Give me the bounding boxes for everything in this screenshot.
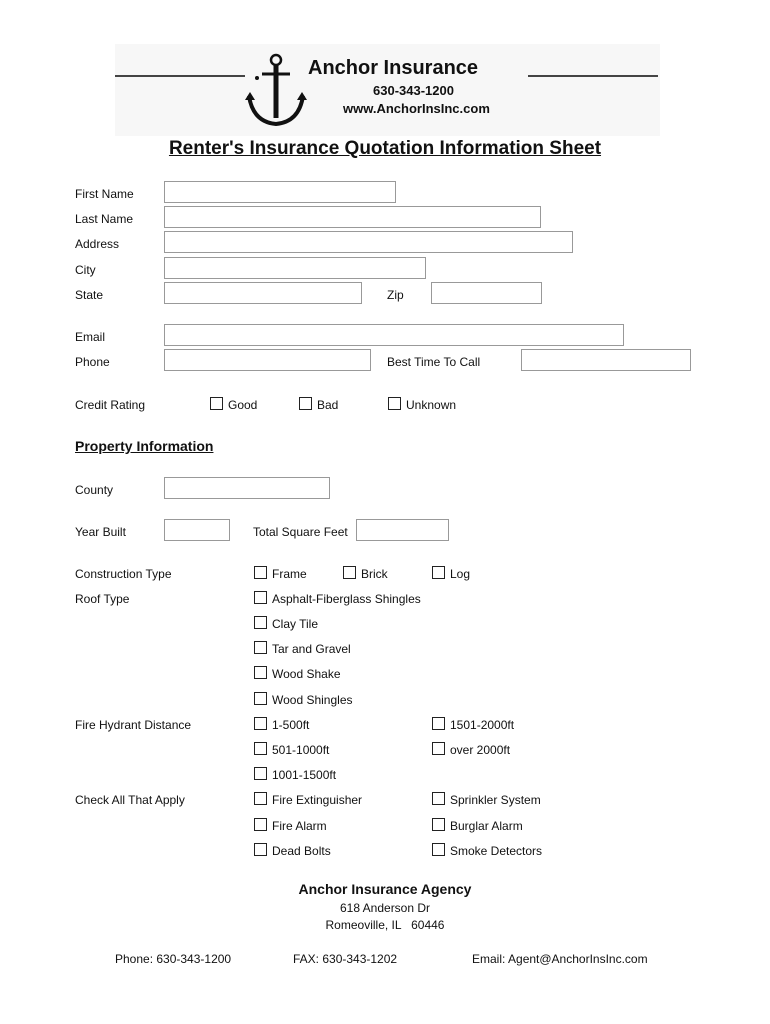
footer-street: 618 Anderson Dr — [339, 901, 431, 915]
hydrant-501-1000-checkbox[interactable] — [254, 742, 267, 755]
state-label: State — [75, 288, 104, 302]
credit-rating-label: Credit Rating — [75, 398, 146, 412]
address-field[interactable] — [164, 231, 573, 253]
roof-type-label: Roof Type — [75, 592, 130, 606]
construction-log-checkbox[interactable] — [432, 566, 445, 579]
check-all-label: Check All That Apply — [75, 793, 185, 807]
letterhead-rule-right — [528, 75, 658, 77]
phone-field[interactable] — [164, 349, 371, 371]
company-name: Anchor Insurance — [308, 57, 479, 79]
roof-wood-shingles-label: Wood Shingles — [272, 693, 353, 707]
burglar-alarm-checkbox[interactable] — [432, 818, 445, 831]
roof-wood-shake-checkbox[interactable] — [254, 666, 267, 679]
hydrant-over-2000-checkbox[interactable] — [432, 742, 445, 755]
construction-frame-checkbox[interactable] — [254, 566, 267, 579]
hydrant-1501-2000-checkbox[interactable] — [432, 717, 445, 730]
smoke-detectors-label: Smoke Detectors — [450, 844, 543, 858]
hydrant-1-500-checkbox[interactable] — [254, 717, 267, 730]
hydrant-1001-1500-label: 1001-1500ft — [272, 768, 337, 782]
email-label: Email — [75, 330, 106, 344]
credit-bad-checkbox[interactable] — [299, 397, 312, 410]
zip-label: Zip — [387, 288, 404, 302]
best-time-label: Best Time To Call — [387, 355, 481, 369]
zip-field[interactable] — [431, 282, 542, 304]
anchor-logo-icon — [245, 52, 307, 128]
dead-bolts-label: Dead Bolts — [272, 844, 331, 858]
roof-tar-gravel-checkbox[interactable] — [254, 641, 267, 654]
hydrant-1501-2000-label: 1501-2000ft — [450, 718, 515, 732]
smoke-detectors-checkbox[interactable] — [432, 843, 445, 856]
roof-wood-shake-label: Wood Shake — [272, 667, 341, 681]
company-website: www.AnchorInsInc.com — [343, 101, 490, 116]
roof-clay-tile-checkbox[interactable] — [254, 616, 267, 629]
state-field[interactable] — [164, 282, 362, 304]
roof-asphalt-checkbox[interactable] — [254, 591, 267, 604]
last-name-label: Last Name — [75, 212, 134, 226]
credit-unknown-checkbox[interactable] — [388, 397, 401, 410]
year-built-label: Year Built — [75, 525, 126, 539]
burglar-alarm-label: Burglar Alarm — [450, 819, 523, 833]
construction-brick-label: Brick — [361, 567, 388, 581]
credit-bad-label: Bad — [317, 398, 339, 412]
county-field[interactable] — [164, 477, 330, 499]
page-title: Renter's Insurance Quotation Information Sheet — [168, 138, 602, 159]
credit-good-checkbox[interactable] — [210, 397, 223, 410]
fire-alarm-checkbox[interactable] — [254, 818, 267, 831]
sprinkler-system-checkbox[interactable] — [432, 792, 445, 805]
fire-extinguisher-checkbox[interactable] — [254, 792, 267, 805]
hydrant-501-1000-label: 501-1000ft — [272, 743, 330, 757]
email-field[interactable] — [164, 324, 624, 346]
first-name-field[interactable] — [164, 181, 396, 203]
sprinkler-system-label: Sprinkler System — [450, 793, 541, 807]
hydrant-1001-1500-checkbox[interactable] — [254, 767, 267, 780]
footer-fax: FAX: 630-343-1202 — [293, 952, 398, 966]
dead-bolts-checkbox[interactable] — [254, 843, 267, 856]
construction-frame-label: Frame — [272, 567, 307, 581]
city-label: City — [75, 263, 96, 277]
roof-tar-gravel-label: Tar and Gravel — [272, 642, 351, 656]
credit-good-label: Good — [228, 398, 258, 412]
construction-brick-checkbox[interactable] — [343, 566, 356, 579]
footer-email: Email: Agent@AnchorInsInc.com — [472, 952, 648, 966]
sqft-field[interactable] — [356, 519, 449, 541]
construction-type-label: Construction Type — [75, 567, 172, 581]
credit-unknown-label: Unknown — [406, 398, 457, 412]
last-name-field[interactable] — [164, 206, 541, 228]
hydrant-over-2000-label: over 2000ft — [450, 743, 511, 757]
county-label: County — [75, 483, 114, 497]
roof-wood-shingles-checkbox[interactable] — [254, 692, 267, 705]
city-field[interactable] — [164, 257, 426, 279]
best-time-field[interactable] — [521, 349, 691, 371]
company-phone: 630-343-1200 — [373, 83, 454, 98]
fire-extinguisher-label: Fire Extinguisher — [272, 793, 363, 807]
construction-log-label: Log — [450, 567, 471, 581]
letterhead-rule-left — [115, 75, 245, 77]
property-section-heading: Property Information — [75, 438, 214, 454]
fire-alarm-label: Fire Alarm — [272, 819, 327, 833]
hydrant-distance-label: Fire Hydrant Distance — [75, 718, 192, 732]
year-built-field[interactable] — [164, 519, 230, 541]
sqft-label: Total Square Feet — [253, 525, 348, 539]
footer-agency-name: Anchor Insurance Agency — [298, 881, 472, 897]
phone-label: Phone — [75, 355, 110, 369]
address-label: Address — [75, 237, 120, 251]
roof-asphalt-label: Asphalt-Fiberglass Shingles — [272, 592, 421, 606]
footer-phone: Phone: 630-343-1200 — [115, 952, 232, 966]
footer-city: Romeoville, IL 60446 — [325, 918, 445, 932]
hydrant-1-500-label: 1-500ft — [272, 718, 310, 732]
roof-clay-tile-label: Clay Tile — [272, 617, 319, 631]
first-name-label: First Name — [75, 187, 134, 201]
